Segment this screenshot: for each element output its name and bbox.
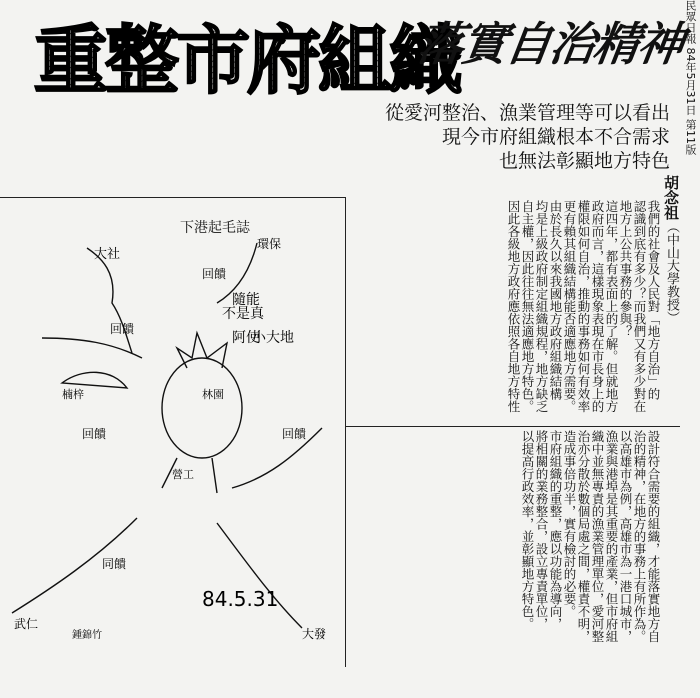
cartoon-label-8: 武仁 (14, 617, 39, 631)
article-column: 更有賴其組織結構能否適應地方需要。 (562, 200, 577, 413)
cartoon-label-4: 回饋 (82, 427, 107, 441)
cartoon-label-6: 同饋 (102, 557, 127, 571)
cartoon-date: 84.5.31 (202, 587, 279, 611)
subhead: 落實自治精神 (413, 17, 686, 71)
cartoon-speech-3: 小大地 (252, 330, 294, 346)
article-column: 認識到底有多少？而我們又有多少對在 (632, 200, 647, 413)
cartoon-illustration (2, 218, 344, 658)
deck-line-3: 也無法彰顯地方特色 (498, 150, 670, 172)
article-column: 將相關的業務整合，設立專責單位， (534, 430, 549, 630)
byline-name: 胡念祖 (662, 175, 680, 220)
article-column: 治亦分散於數個局處之間，權責不明， (576, 430, 591, 643)
article-column: 治的精神，在地方的事務上有所作為。 (632, 430, 647, 643)
article-column: 織中並無專責的漁業管理單位，愛河整 (590, 430, 605, 643)
byline (661, 175, 682, 324)
cartoon-label-9: 大發 (302, 627, 327, 641)
article-column: 政府而言，這樣現象表現在市長身上的 (590, 200, 605, 413)
headline (30, 6, 460, 104)
cartoon-label-12: 營工 (172, 468, 194, 481)
article-column: 我們的社會及人民對「地方自治」的 (646, 200, 661, 400)
cartoon-label-5: 回饋 (282, 427, 307, 441)
cartoon-label-1: 大社 (94, 247, 121, 262)
article-column: 造成事倍功半，實有檢討的必要。 (562, 430, 577, 618)
article-column: 自主權，因此往往無法適應地方特色。 (520, 200, 535, 413)
cartoon-speech-2: 隨能 (232, 292, 260, 308)
cartoon-speech-1: 不是真 (222, 306, 264, 322)
headline-text: 重整市府組織 (34, 18, 460, 104)
cartoon-signature: 鍾錦竹 (72, 630, 102, 641)
cartoon-speech-4: 阿使 (232, 330, 260, 346)
cartoon-label-2: 回饋 (110, 322, 135, 336)
article-column: 因此各級地方政府應依照各自地方特性 (506, 200, 521, 413)
article-column: 市府組織的重整，應以功能為導向， (548, 430, 563, 630)
article-column: 權限如何自治，推動的事務如何有效率 (576, 200, 591, 413)
article-body-upper (365, 200, 660, 424)
cartoon-label-3: 回饋 (202, 267, 227, 281)
byline-affiliation: （中山大學教授） (664, 220, 679, 324)
article-column: 這四年，都有表面上的了解。但就地方 (604, 200, 619, 413)
article-column: 由於長久以來我國地方政府組織結構 (548, 200, 563, 400)
article-column: 地方上公共事務的參與？ (618, 200, 633, 338)
article-column: 均是上級政府制定組織規程，地方缺乏 (534, 200, 549, 413)
cartoon-label-7: 環保 (257, 237, 282, 251)
article-column: 以提高行政效率，並彰顯地方特色。 (520, 430, 535, 630)
cartoon-label-11: 林園 (202, 388, 224, 401)
deck-line-1: 從愛河整治、漁業管理等可以看出 (384, 102, 670, 124)
article-column: 漁業與港埠是其重要的產業，但市府組 (604, 430, 619, 643)
article-column: 以高雄市為例，高雄市為一港口城市， (618, 430, 633, 643)
source-meta: 民眾日報 84年5月31日 第11版 (684, 0, 697, 155)
article-body-lower (330, 430, 660, 665)
divider-horizontal (345, 426, 680, 427)
article-column: 設計符合需要的組織，才能落實地方自 (646, 430, 661, 643)
headline-graphic (30, 6, 460, 104)
cartoon-caption: 下港起毛誌 (180, 220, 250, 236)
cartoon-label-10: 楠梓 (62, 388, 84, 401)
deck-line-2: 現今市府組織根本不合需求 (441, 126, 670, 148)
divider-top (0, 197, 345, 198)
